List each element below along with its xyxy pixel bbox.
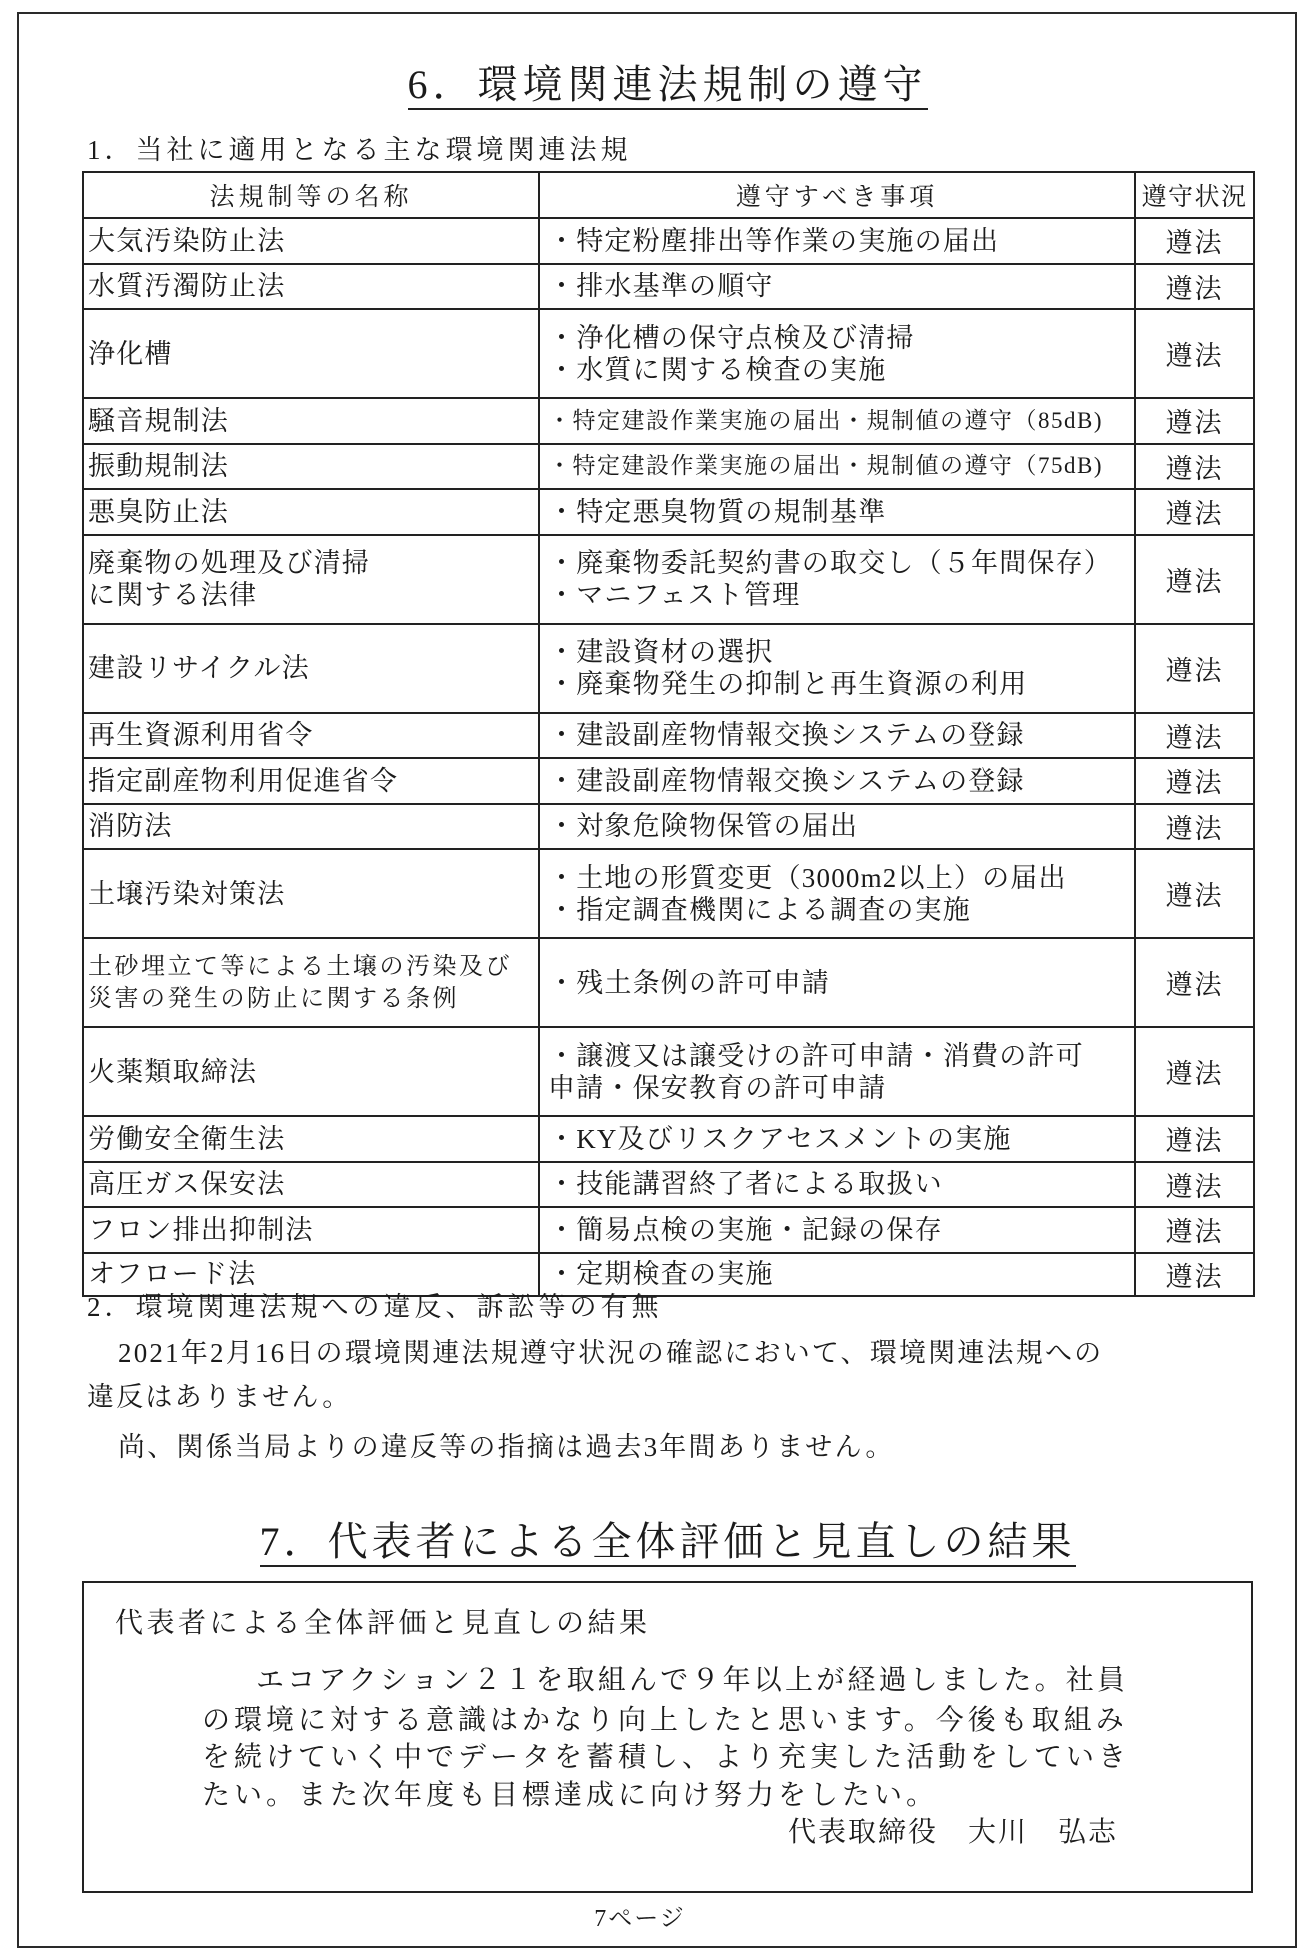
status-cell	[1135, 624, 1254, 713]
law-name: 浄化槽	[88, 338, 173, 369]
status-cell	[1135, 804, 1254, 850]
requirement-cell	[539, 849, 1135, 938]
law-name-cell	[83, 309, 539, 398]
law-name: 大気汚染防止法	[88, 225, 286, 256]
table-row	[83, 1027, 1254, 1116]
requirement-cell	[539, 309, 1135, 398]
requirement-item: ・KY及びリスクアセスメントの実施	[548, 1123, 1012, 1154]
representative-signature: 代表取締役 大川 弘志	[788, 1817, 1119, 1848]
compliance-status: 遵法	[1165, 408, 1224, 439]
table-row	[83, 624, 1254, 713]
compliance-status: 遵法	[1165, 341, 1224, 371]
status-cell	[1135, 309, 1254, 398]
law-name-cell	[83, 218, 539, 264]
law-name: 廃棄物の処理及び清掃	[88, 548, 370, 578]
status-cell	[1135, 444, 1254, 490]
status-cell	[1135, 1116, 1254, 1162]
requirement-item: ・譲渡又は譲受けの許可申請・消費の許可	[548, 1040, 1084, 1071]
law-name-cell	[83, 1027, 539, 1116]
requirement-cell	[539, 804, 1135, 850]
compliance-status: 遵法	[1165, 453, 1224, 484]
law-name-cell	[83, 624, 539, 713]
status-cell	[1135, 489, 1254, 535]
violations-text-line: 違反はありません。	[87, 1382, 352, 1412]
law-name-cell	[83, 758, 539, 804]
requirement-cell	[539, 398, 1135, 444]
law-name: 土壌汚染対策法	[88, 878, 286, 909]
header-requirements: 遵守すべき事項	[539, 172, 1135, 218]
law-name-cell	[83, 1207, 539, 1253]
table-row	[83, 398, 1254, 444]
requirement-item: ・建設副産物情報交換システムの登録	[548, 765, 1025, 796]
table-row	[83, 489, 1254, 535]
compliance-status: 遵法	[1165, 722, 1224, 753]
section-6-title-wrap	[82, 62, 1253, 110]
applicable-laws-heading: 1．当社に適用となる主な環境関連法規	[87, 135, 632, 165]
requirement-cell	[539, 489, 1135, 535]
status-cell	[1135, 938, 1254, 1027]
table-row	[83, 264, 1254, 310]
status-cell	[1135, 758, 1254, 804]
compliance-status: 遵法	[1165, 499, 1224, 530]
compliance-status: 遵法	[1165, 655, 1224, 686]
requirement-item: ・特定建設作業実施の届出・規制値の遵守（85dB)	[548, 407, 1103, 433]
section-7-title-wrap	[82, 1519, 1253, 1567]
law-name-cell	[83, 489, 539, 535]
table-row	[83, 1207, 1254, 1253]
requirement-cell	[539, 264, 1135, 310]
law-name-cell	[83, 444, 539, 490]
status-cell	[1135, 849, 1254, 938]
compliance-status: 遵法	[1165, 1217, 1224, 1248]
status-cell	[1135, 1162, 1254, 1208]
requirement-cell	[539, 444, 1135, 490]
requirement-cell	[539, 938, 1135, 1027]
compliance-status: 遵法	[1165, 1171, 1224, 1202]
requirement-item: ・廃棄物委託契約書の取交し（５年間保存）	[548, 548, 1112, 578]
law-name: 騒音規制法	[88, 405, 229, 436]
status-cell	[1135, 535, 1254, 624]
status-cell	[1135, 398, 1254, 444]
table-row	[83, 1116, 1254, 1162]
compliance-status: 遵法	[1165, 1261, 1224, 1292]
violations-heading: 2．環境関連法規への違反、訴訟等の有無	[87, 1292, 663, 1322]
table-row	[83, 849, 1254, 938]
requirement-cell	[539, 713, 1135, 759]
law-name: オフロード法	[88, 1259, 257, 1289]
compliance-status: 遵法	[1165, 273, 1224, 304]
requirement-item: ・残土条例の許可申請	[548, 967, 830, 998]
requirement-cell	[539, 218, 1135, 264]
compliance-status: 遵法	[1165, 566, 1224, 597]
law-name: 消防法	[88, 811, 173, 842]
law-name-cell	[83, 264, 539, 310]
table-row	[83, 535, 1254, 624]
section-6-title: 6．環境関連法規制の遵守	[408, 62, 928, 110]
requirement-item: ・指定調査機関による調査の実施	[548, 894, 971, 925]
law-name: 再生資源利用省令	[88, 720, 314, 751]
law-name-cell	[83, 1116, 539, 1162]
law-name: 悪臭防止法	[88, 496, 229, 527]
law-name: 土砂埋立て等による土壌の汚染及び	[88, 953, 512, 980]
status-cell	[1135, 713, 1254, 759]
compliance-status: 遵法	[1165, 1126, 1224, 1157]
requirement-cell	[539, 1027, 1135, 1116]
header-law-name: 法規制等の名称	[83, 172, 539, 218]
requirement-item: ・対象危険物保管の届出	[548, 811, 859, 842]
evaluation-text-line: を続けていく中でデータを蓄積し、より充実した活動をしていき	[202, 1742, 1131, 1773]
status-cell	[1135, 1027, 1254, 1116]
law-name-cell	[83, 938, 539, 1027]
table-row	[83, 938, 1254, 1027]
violations-text-line: 2021年2月16日の環境関連法規遵守状況の確認において、環境関連法規への	[118, 1338, 1104, 1368]
section-7-title: 7．代表者による全体評価と見直しの結果	[260, 1519, 1076, 1567]
law-name-cell	[83, 804, 539, 850]
header-status: 遵守状況	[1135, 172, 1254, 218]
evaluation-text-line: エコアクション２１を取組んで９年以上が経過しました。社員	[256, 1665, 1129, 1696]
requirement-item: ・特定建設作業実施の届出・規制値の遵守（75dB)	[548, 453, 1103, 479]
table-row	[83, 804, 1254, 850]
compliance-status: 遵法	[1165, 228, 1224, 259]
status-cell	[1135, 218, 1254, 264]
requirement-cell	[539, 758, 1135, 804]
status-cell	[1135, 1253, 1254, 1296]
law-name: 火薬類取締法	[88, 1056, 258, 1087]
law-name-cell	[83, 398, 539, 444]
law-name: に関する法律	[88, 580, 258, 610]
table-header-row	[83, 172, 1254, 218]
requirement-item: ・建設資材の選択	[548, 637, 774, 667]
law-name-cell	[83, 849, 539, 938]
laws-table-body	[83, 218, 1254, 1296]
compliance-status: 遵法	[1165, 970, 1224, 1000]
page-number: 7ページ	[594, 1906, 686, 1932]
requirement-cell	[539, 1207, 1135, 1253]
requirement-item: ・建設副産物情報交換システムの登録	[548, 720, 1025, 751]
law-name: 労働安全衛生法	[88, 1123, 286, 1154]
requirement-item: ・特定悪臭物質の規制基準	[548, 496, 887, 527]
table-row	[83, 713, 1254, 759]
table-row	[83, 1162, 1254, 1208]
requirement-cell	[539, 624, 1135, 713]
requirement-item: ・土地の形質変更（3000m2以上）の届出	[548, 862, 1067, 893]
compliance-status: 遵法	[1165, 768, 1224, 799]
law-name: 振動規制法	[88, 451, 229, 482]
laws-table-head	[83, 172, 1254, 218]
compliance-status: 遵法	[1165, 881, 1224, 911]
evaluation-box-heading: 代表者による全体評価と見直しの結果	[115, 1608, 651, 1639]
law-name: 建設リサイクル法	[88, 653, 310, 683]
requirement-item: ・水質に関する検査の実施	[548, 354, 887, 385]
law-name: 高圧ガス保安法	[88, 1169, 286, 1200]
law-name: 指定副産物利用促進省令	[88, 765, 399, 796]
law-name-cell	[83, 1162, 539, 1208]
requirement-item: 申請・保安教育の許可申請	[548, 1072, 887, 1103]
requirement-item: ・定期検査の実施	[548, 1259, 774, 1289]
evaluation-text-line: たい。また次年度も目標達成に向け努力をしたい。	[202, 1780, 939, 1811]
requirement-item: ・技能講習終了者による取扱い	[548, 1169, 943, 1200]
law-name-cell	[83, 713, 539, 759]
evaluation-box	[82, 1581, 1253, 1893]
status-cell	[1135, 1207, 1254, 1253]
violations-text-line: 尚、関係当局よりの違反等の指摘は過去3年間ありません。	[118, 1432, 895, 1462]
compliance-status: 遵法	[1165, 1059, 1224, 1089]
law-name: フロン排出抑制法	[88, 1214, 314, 1245]
requirement-item: ・浄化槽の保守点検及び清掃	[548, 322, 915, 353]
requirement-cell	[539, 535, 1135, 624]
table-row	[83, 758, 1254, 804]
status-cell	[1135, 264, 1254, 310]
law-name: 災害の発生の防止に関する条例	[88, 985, 459, 1012]
requirement-cell	[539, 1162, 1135, 1208]
laws-table	[82, 171, 1255, 1297]
requirement-item: ・簡易点検の実施・記録の保存	[548, 1214, 943, 1245]
table-row	[83, 218, 1254, 264]
law-name-cell	[83, 535, 539, 624]
requirement-item: ・マニフェスト管理	[548, 580, 801, 610]
table-row	[83, 309, 1254, 398]
compliance-status: 遵法	[1165, 813, 1224, 844]
requirement-item: ・排水基準の順守	[548, 271, 774, 302]
evaluation-text-line: の環境に対する意識はかなり向上したと思います。今後も取組み	[202, 1705, 1128, 1736]
table-row	[83, 444, 1254, 490]
requirement-cell	[539, 1116, 1135, 1162]
requirement-item: ・廃棄物発生の抑制と再生資源の利用	[548, 669, 1028, 699]
requirement-item: ・特定粉塵排出等作業の実施の届出	[548, 225, 1000, 256]
law-name: 水質汚濁防止法	[88, 271, 286, 302]
